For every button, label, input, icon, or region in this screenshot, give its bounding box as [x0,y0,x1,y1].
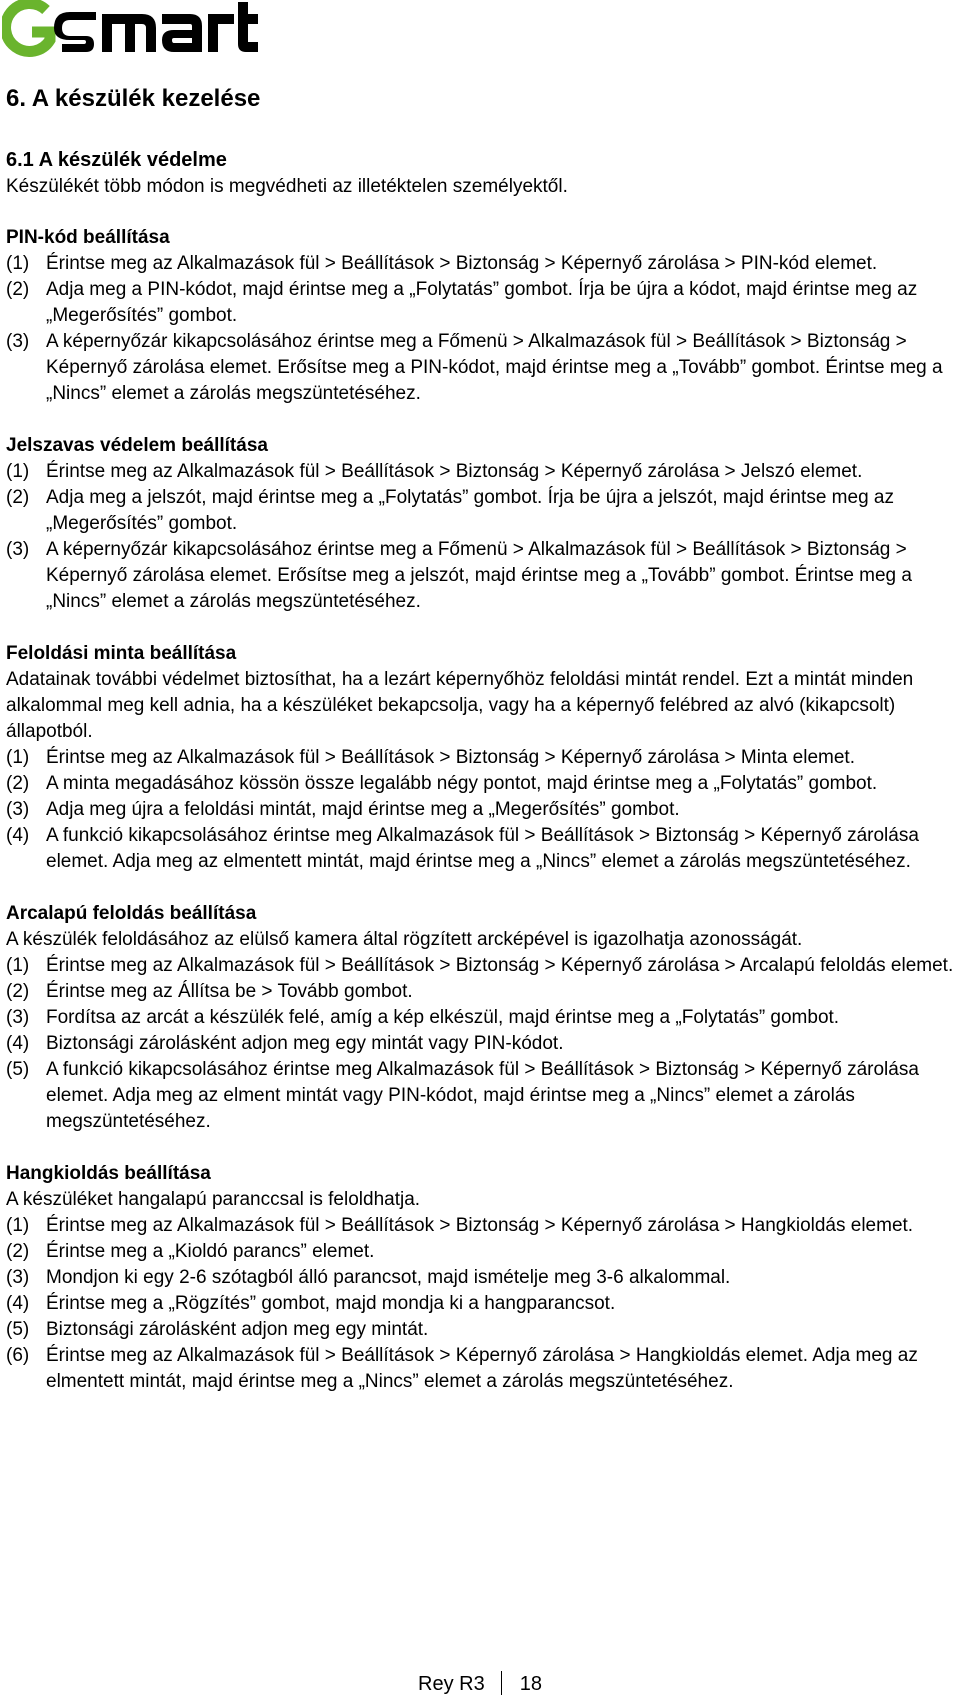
step-number: (2) [6,773,30,794]
step-text: A funkció kikapcsolásához érintse meg Alkalmazások fül > Beállítások > Biztonság > Képernyő zárolása elemet. Adja meg az elment mintát vagy PIN-kódot, majd érintse meg a „Nincs” elemet a zárolás megszüntetéséhez. [46,1059,919,1132]
steps-list [6,251,956,407]
section-paragraph: A készülék feloldásához az elülső kamera által rögzített arcképével is igazolhatja azonosságát. [6,929,803,950]
list-item [6,771,956,797]
step-number: (2) [6,487,30,508]
step-number: (4) [6,1293,30,1314]
intro-text: Készülékét több módon is megvédheti az illetéktelen személyektől. [6,176,568,197]
section-paragraph: Adatainak további védelmet biztosíthat, ha a lezárt képernyőhöz feloldási mintát rendel. Ezt a mintát minden alkalommal meg kell adnia, ha a készüléket bekapcsolja, vagy ha a képernyő felébred az alvó (kikapcsolt) állapotból. [6,669,914,742]
list-item [6,823,956,875]
steps-list [6,745,956,875]
step-text: A funkció kikapcsolásához érintse meg Alkalmazások fül > Beállítások > Biztonság > Képernyő zárolása elemet. Adja meg az elmentett mintát, majd érintse meg a „Nincs” elemet a zárolás megszüntetéséhez. [46,825,919,872]
list-item [6,1005,956,1031]
step-text: Adja meg a PIN-kódot, majd érintse meg a „Folytatás” gombot. Írja be újra a kódot, majd érintse meg az „Megerősítés” gombot. [46,279,918,326]
step-text: Érintse meg az Állítsa be > Tovább gombot. [46,981,413,1002]
step-number: (1) [6,461,30,482]
step-text: Biztonsági zárolásként adjon meg egy mintát. [46,1319,429,1340]
section-title: 6.1 A készülék védelme [6,149,227,171]
step-number: (3) [6,1267,30,1288]
step-text: Érintse meg az Alkalmazások fül > Beállítások > Képernyő zárolása > Hangkioldás elemet. Adja meg az elmentett mintát, majd érintse meg a „Nincs” elemet a zárolás megszüntetéséhez. [46,1345,918,1392]
list-item [6,1213,956,1239]
list-item [6,1291,956,1317]
step-number: (5) [6,1319,30,1340]
step-number: (3) [6,1007,30,1028]
section-pattern [6,641,956,875]
page-number: 18 [519,1673,542,1695]
list-item [6,1239,956,1265]
step-number: (3) [6,331,30,352]
steps-list [6,459,956,615]
logo-g-mark [6,3,50,51]
step-text: A képernyőzár kikapcsolásához érintse meg a Főmenü > Alkalmazások fül > Beállítások > Biztonság > Képernyő zárolása elemet. Erősítse meg a jelszót, majd érintse meg a „Tovább” gombot. Érintse meg a „Nincs” elemet a zárolás megszüntetéséhez. [46,539,912,612]
step-text: A minta megadásához kössön össze legalább négy pontot, majd érintse meg a „Folytatás” gombot. [46,773,878,794]
step-text: Mondjon ki egy 2-6 szótagból álló parancsot, majd ismételje meg 3-6 alkalommal. [46,1267,731,1288]
section-paragraph: A készüléket hangalapú paranccsal is feloldhatja. [6,1189,421,1210]
section-password [6,433,956,615]
list-item [6,537,956,615]
list-item [6,797,956,823]
step-text: Biztonsági zárolásként adjon meg egy mintát vagy PIN-kódot. [46,1033,564,1054]
chapter-title: 6. A készülék kezelése [6,85,261,112]
step-number: (1) [6,747,30,768]
list-item [6,745,956,771]
step-text: Érintse meg a „Rögzítés” gombot, majd mondja ki a hangparancsot. [46,1293,616,1314]
list-item [6,1317,956,1343]
gsmart-logo [2,0,260,62]
step-number: (1) [6,955,30,976]
list-item [6,1265,956,1291]
list-item [6,329,956,407]
list-item [6,277,956,329]
step-number: (1) [6,1215,30,1236]
step-text: Érintse meg az Alkalmazások fül > Beállítások > Biztonság > Képernyő zárolása > Arcalapú feloldás elemet. [46,955,954,976]
section-voice-unlock [6,1161,956,1395]
step-text: Érintse meg az Alkalmazások fül > Beállítások > Biztonság > Képernyő zárolása > Minta elemet. [46,747,855,768]
step-text: Adja meg újra a feloldási mintát, majd érintse meg a „Megerősítés” gombot. [46,799,680,820]
step-number: (3) [6,539,30,560]
step-text: Érintse meg a „Kioldó parancs” elemet. [46,1241,375,1262]
list-item [6,1057,956,1135]
list-item [6,1343,956,1395]
step-number: (2) [6,279,30,300]
step-number: (6) [6,1345,30,1366]
step-number: (4) [6,825,30,846]
section-heading: Hangkioldás beállítása [6,1163,211,1184]
list-item [6,459,956,485]
list-item [6,979,956,1005]
section-heading: Jelszavas védelem beállítása [6,435,268,456]
footer-divider [501,1671,502,1695]
section-heading: PIN-kód beállítása [6,227,170,248]
step-text: Érintse meg az Alkalmazások fül > Beállítások > Biztonság > Képernyő zárolása > PIN-kód elemet. [46,253,878,274]
list-item [6,251,956,277]
step-number: (2) [6,981,30,1002]
step-number: (1) [6,253,30,274]
section-face-unlock [6,901,956,1135]
section-heading: Arcalapú feloldás beállítása [6,903,257,924]
section-heading: Feloldási minta beállítása [6,643,237,664]
footer-model: Rey R3 [418,1673,485,1695]
step-number: (5) [6,1059,30,1080]
steps-list [6,1213,956,1395]
list-item [6,1031,956,1057]
step-text: Érintse meg az Alkalmazások fül > Beállítások > Biztonság > Képernyő zárolása > Hangkioldás elemet. [46,1215,914,1236]
list-item [6,485,956,537]
logo-smart-letters [54,2,258,52]
step-text: Fordítsa az arcát a készülék felé, amíg a kép elkészül, majd érintse meg a „Folytatás” gombot. [46,1007,840,1028]
step-text: A képernyőzár kikapcsolásához érintse meg a Főmenü > Alkalmazások fül > Beállítások > Biztonság > Képernyő zárolása elemet. Erősítse meg a PIN-kódot, majd érintse meg a „Tovább” gombot. Érintse meg a „Nincs” elemet a zárolás megszüntetéséhez. [46,331,943,404]
section-pin [6,225,956,407]
page-footer [0,1671,960,1697]
step-text: Érintse meg az Alkalmazások fül > Beállítások > Biztonság > Képernyő zárolása > Jelszó elemet. [46,461,863,482]
sections [6,225,956,1421]
step-number: (3) [6,799,30,820]
steps-list [6,953,956,1135]
step-number: (4) [6,1033,30,1054]
step-number: (2) [6,1241,30,1262]
step-text: Adja meg a jelszót, majd érintse meg a „Folytatás” gombot. Írja be újra a jelszót, majd érintse meg az „Megerősítés” gombot. [46,487,894,534]
list-item [6,953,956,979]
